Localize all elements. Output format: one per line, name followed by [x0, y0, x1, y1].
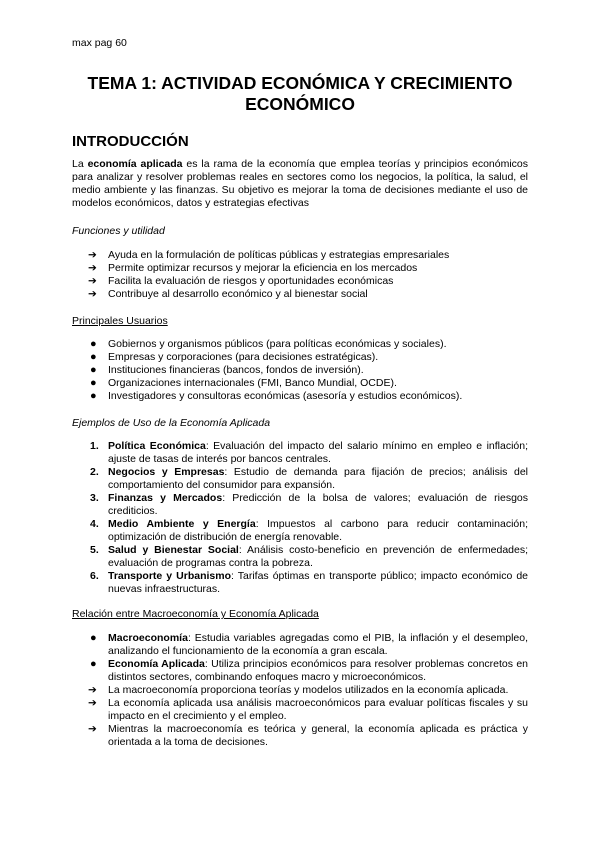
list-number: 5. — [90, 544, 99, 556]
list-item: 5. Salud y Bienestar Social: Análisis costo-beneficio en prevención de enfermedades; evaluación de programas contra la pobreza. — [90, 544, 528, 569]
bullet-icon: ● — [90, 338, 97, 350]
list-item: ➔ Ayuda en la formulación de políticas públicas y estrategias empresariales — [88, 249, 450, 261]
list-item: 2. Negocios y Empresas: Estudio de demanda para fijación de precios; análisis del comportamiento del consumidor para expansión. — [90, 466, 528, 491]
list-number: 6. — [90, 570, 99, 582]
section-heading-introduccion: INTRODUCCIÓN — [72, 133, 189, 150]
list-number: 4. — [90, 518, 99, 530]
list-item: ● Macroeconomía: Estudia variables agregadas como el PIB, la inflación y el desempleo, analizando el funcionamiento de la economía a gran escala. — [90, 632, 528, 657]
header-note: max pag 60 — [72, 37, 127, 49]
bullet-icon: ● — [90, 351, 97, 363]
document-title: TEMA 1: ACTIVIDAD ECONÓMICA Y CRECIMIENTO ECONÓMICO — [87, 73, 513, 114]
intro-term: economía aplicada — [87, 158, 183, 170]
list-item: 6. Transporte y Urbanismo: Tarifas óptimas en transporte público; impacto económico de nuevas infraestructuras. — [90, 570, 528, 595]
bullet-icon: ● — [90, 377, 97, 389]
list-item: ➔ Contribuye al desarrollo económico y al bienestar social — [88, 288, 368, 300]
intro-paragraph — [72, 158, 528, 210]
subheading-usuarios: Principales Usuarios — [72, 315, 168, 327]
list-item: ➔ La macroeconomía proporciona teorías y modelos utilizados en la economía aplicada. — [88, 684, 509, 696]
relacion-list — [72, 632, 528, 749]
arrow-icon: ➔ — [88, 249, 97, 261]
list-number: 2. — [90, 466, 99, 478]
list-item: 4. Medio Ambiente y Energía: Impuestos al carbono para reducir contaminación; optimización de distribución de energía renovable. — [90, 518, 528, 543]
bullet-icon: ● — [90, 658, 97, 670]
arrow-icon: ➔ — [88, 275, 97, 287]
list-item: ➔ La economía aplicada usa análisis macroeconómicos para evaluar políticas fiscales y su impacto en el crecimiento y el empleo. — [88, 697, 528, 722]
list-number: 3. — [90, 492, 99, 504]
funciones-list — [72, 249, 528, 301]
bullet-icon: ● — [90, 390, 97, 402]
ejemplos-list — [72, 440, 528, 596]
list-number: 1. — [90, 440, 99, 452]
bullet-icon: ● — [90, 632, 97, 644]
arrow-icon: ➔ — [88, 262, 97, 274]
subheading-relacion: Relación entre Macroeconomía y Economía Aplicada — [72, 608, 319, 620]
usuarios-list — [72, 338, 528, 403]
list-item: ➔ Permite optimizar recursos y mejorar la eficiencia en los mercados — [88, 262, 418, 274]
list-item: 1. Política Económica: Evaluación del impacto del salario mínimo en empleo e inflación; ajuste de tasas de interés por bancos centrales. — [90, 440, 529, 465]
arrow-icon: ➔ — [88, 697, 97, 709]
arrow-icon: ➔ — [88, 288, 97, 300]
list-item: 3. Finanzas y Mercados: Predicción de la bolsa de valores; evaluación de riesgos crediticios. — [90, 492, 529, 517]
intro-text-start: La — [72, 158, 88, 170]
bullet-icon: ● — [90, 364, 97, 376]
subheading-funciones: Funciones y utilidad — [72, 225, 165, 237]
list-item: ● Organizaciones internacionales (FMI, Banco Mundial, OCDE). — [90, 377, 397, 389]
list-item: ➔ Facilita la evaluación de riesgos y oportunidades económicas — [88, 275, 394, 287]
arrow-icon: ➔ — [88, 723, 97, 735]
list-item: ➔ Mientras la macroeconomía es teórica y general, la economía aplicada es práctica y orientada a la toma de decisiones. — [88, 723, 528, 748]
intro-text-rest: es la rama de la economía que emplea teorías y principios económicos para analizar y resolver problemas reales en sectores como los negocios, la política, la salud, el medio ambiente y las finanzas. Su objetivo es mejorar la toma de decisiones mediante el uso de modelos económicos, datos y estrategias efectivas — [72, 158, 529, 209]
list-item: ● Gobiernos y organismos públicos (para políticas económicas y sociales). — [90, 338, 447, 350]
list-item: ● Empresas y corporaciones (para decisiones estratégicas). — [90, 351, 379, 363]
arrow-icon: ➔ — [88, 684, 97, 696]
list-item: ● Investigadores y consultoras económicas (asesoría y estudios económicos). — [90, 390, 463, 402]
subheading-ejemplos: Ejemplos de Uso de la Economía Aplicada — [72, 417, 271, 429]
list-item: ● Instituciones financieras (bancos, fondos de inversión). — [90, 364, 364, 376]
list-item: ● Economía Aplicada: Utiliza principios económicos para resolver problemas concretos en distintos sectores, combinando enfoques macro y microeconómicos. — [90, 658, 529, 683]
